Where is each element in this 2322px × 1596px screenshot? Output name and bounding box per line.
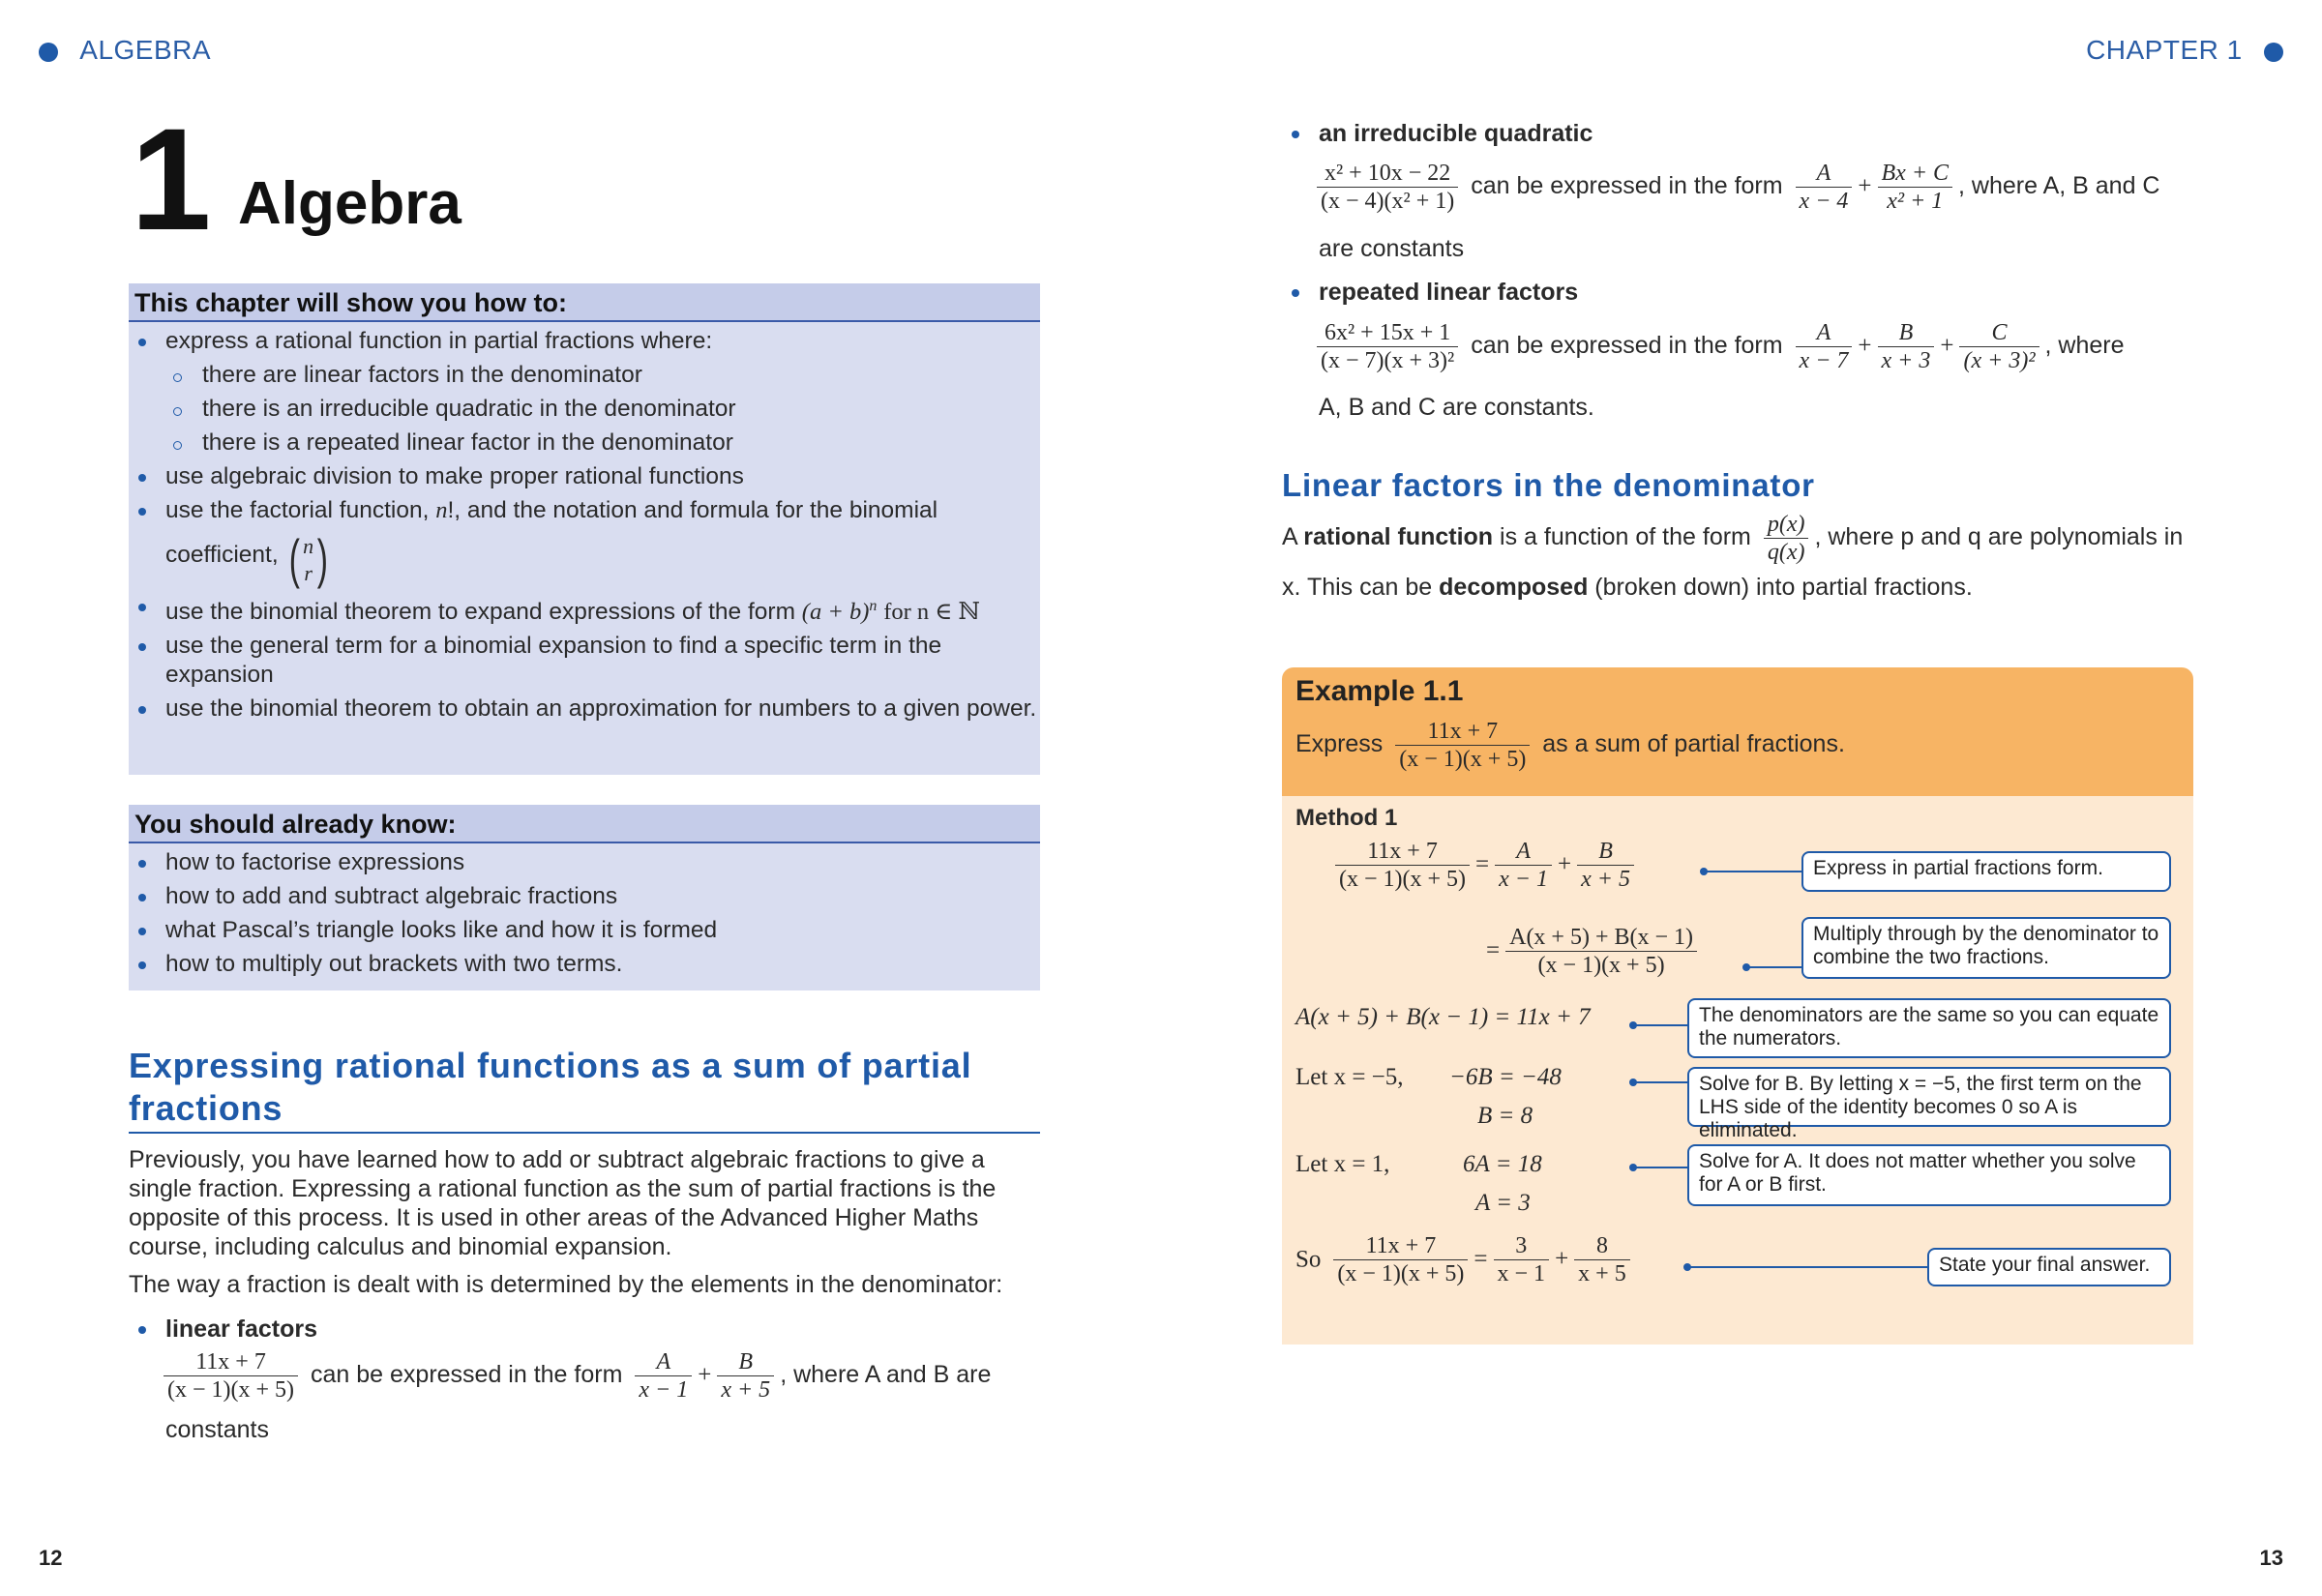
working-line: B = 8 (1477, 1103, 1533, 1129)
fraction: $\frac{C}{\text{(x + 3)²}}$ (1959, 319, 2039, 374)
objectives-heading: This chapter will show you how to: (129, 283, 1040, 322)
method-label: Method 1 (1295, 805, 1398, 831)
chapter-title: Algebra (238, 170, 461, 237)
fraction: $\frac{8}{x + 5}$ (1574, 1232, 1630, 1287)
page-number-right: 13 (2259, 1546, 2283, 1570)
fraction: $\frac{A}{x - 1}$ (635, 1348, 692, 1404)
fraction: $\frac{A}{x - 1}$ (1495, 838, 1552, 893)
chapter-number: 1 (131, 98, 212, 260)
fraction: $\frac{\text{x² + 10x − 22}}{\text{(x − 4)(x² + 1)}}$ (1317, 160, 1458, 215)
section-heading: Expressing rational functions as a sum of partial fractions (129, 1045, 1040, 1134)
working-line: $\frac{11x + 7}{(x - 1)(x + 5)}$ = $\frac{A}{x - 1}$ + $\frac{B}{x + 5}$ (1329, 838, 1640, 893)
fraction: $\frac{p(x)}{q(x)}$ (1764, 511, 1809, 566)
example-prompt: Express $\frac{11x + 7}{(x - 1)(x + 5)}$ as a sum of partial fractions. (1295, 719, 1845, 772)
section-heading: Linear factors in the denominator (1282, 467, 1815, 503)
quadratic-example: $\frac{\text{x² + 10x − 22}}{\text{(x − 4)(x² + 1)}}$ can be expressed in the form $\frac{A}{x - 4}$ + $\frac{Bx + C}{\text{x² + 1}}$ , where A, B and C (1311, 160, 2220, 215)
linear-factors-example: $\frac{11x + 7}{(x - 1)(x + 5)}$ can be expressed in the form $\frac{A}{x - 1}$ + $\frac{B}{x + 5}$ , where A and B are (158, 1348, 1048, 1404)
leader-line (1633, 1081, 1687, 1083)
list-item: linear factors (129, 1315, 1040, 1344)
list-item: how to multiply out brackets with two terms. (129, 950, 1040, 979)
fraction: $\frac{B}{x + 5}$ (1577, 838, 1634, 893)
callout-note: The denominators are the same so you can equate the numerators. (1687, 998, 2171, 1058)
list-item: express a rational function in partial fractions where: (129, 327, 1040, 356)
term-bold: rational function (1303, 523, 1494, 551)
repeated-factors-example: $\frac{\text{6x² + 15x + 1}}{\text{(x − 7)(x + 3)²}}$ can be expressed in the form $\frac{A}{x - 7}$ + $\frac{B}{x + 3}$ + $\frac{C}{\text{(x + 3)²}}$ , where (1311, 319, 2220, 374)
fraction: $\frac{\text{6x² + 15x + 1}}{\text{(x − 7)(x + 3)²}}$ (1317, 319, 1458, 374)
paren-right-icon: ) (316, 528, 329, 589)
binomial-coefficient: n r (303, 534, 314, 585)
fraction: $\frac{Bx + C}{\text{x² + 1}}$ (1878, 160, 1953, 215)
paragraph: A rational function is a function of the form $\frac{p(x)}{q(x)}$ , where p and q are polynomials in (1282, 512, 2184, 565)
list-item: there are linear factors in the denominator (129, 361, 1040, 390)
fraction: $\frac{11x + 7}{(x - 1)(x + 5)}$ (1333, 1232, 1468, 1287)
leader-line (1633, 1024, 1687, 1026)
page-number-left: 12 (39, 1546, 63, 1570)
list-item: use the general term for a binomial expansion to find a specific term in the expansion (129, 632, 1040, 690)
running-header-left: ALGEBRA (39, 35, 211, 66)
working-line: So $\frac{11x + 7}{(x - 1)(x + 5)}$ = $\frac{3}{x - 1}$ + $\frac{8}{x + 5}$ (1295, 1232, 1636, 1287)
paragraph: are constants (1319, 235, 1465, 262)
fraction: $\frac{11x + 7}{(x - 1)(x + 5)}$ (1335, 838, 1470, 893)
objectives-box (129, 283, 1040, 775)
working-line: −6B = −48 (1449, 1064, 1562, 1090)
bullet-dot-icon (39, 43, 58, 62)
fraction: $\frac{11x + 7}{(x - 1)(x + 5)}$ (164, 1348, 298, 1404)
list-item: use algebraic division to make proper rational functions (129, 462, 1040, 491)
leader-line (1704, 871, 1801, 872)
list-item: what Pascal’s triangle looks like and how it is formed (129, 916, 1040, 945)
list-item: use the factorial function, n!, and the notation and formula for the binomial coefficient, ( n r ) (129, 496, 1040, 587)
paragraph: A, B and C are constants. (1319, 394, 1594, 421)
fraction: $\frac{3}{x - 1}$ (1494, 1232, 1550, 1287)
paragraph: The way a fraction is dealt with is determined by the elements in the denominator: (129, 1271, 1003, 1298)
list-item: use the binomial theorem to expand expressions of the form $(a + b)^n$ for n ∈ ℕ (129, 592, 1040, 627)
leader-line (1746, 966, 1801, 968)
leader-line (1633, 1167, 1687, 1168)
list-item: how to add and subtract algebraic fractions (129, 882, 1040, 911)
paragraph: x. This can be decomposed (broken down) into partial fractions. (1282, 574, 1973, 601)
list-item: there is a repeated linear factor in the denominator (129, 429, 1040, 458)
prior-knowledge-heading: You should already know: (129, 805, 1040, 843)
callout-note: State your final answer. (1927, 1248, 2171, 1286)
list-item: repeated linear factors (1282, 278, 2211, 307)
callout-note: Solve for A. It does not matter whether you solve for A or B first. (1687, 1144, 2171, 1206)
leader-line (1687, 1266, 1927, 1268)
fraction: $\frac{A(x + 5) + B(x - 1)}{(x - 1)(x + 5)}$ (1505, 924, 1697, 979)
callout-note: Solve for B. By letting x = −5, the first term on the LHS side of the identity becomes 0 so A is eliminated. (1687, 1067, 2171, 1127)
list-item: use the binomial theorem to obtain an approximation for numbers to a given power. (129, 695, 1040, 724)
list-item: how to factorise expressions (129, 848, 1040, 877)
bullet-dot-icon (2264, 43, 2283, 62)
example-header (1282, 667, 2193, 796)
prior-knowledge-box (129, 805, 1040, 990)
working-line: A = 3 (1475, 1190, 1531, 1216)
paragraph: Previously, you have learned how to add or subtract algebraic fractions to give a single fraction. Expressing a rational function as the sum of partial fractions is the opposite of this process. It is used in other areas of the Advanced Higher Maths course, including calculus and binomial expansion. (129, 1146, 997, 1260)
working-line: Let x = 1, (1295, 1151, 1390, 1177)
working-line: A(x + 5) + B(x − 1) = 11x + 7 (1295, 1004, 1591, 1030)
paren-left-icon: ( (288, 528, 300, 589)
list-item: an irreducible quadratic (1282, 119, 2211, 148)
working-line: 6A = 18 (1463, 1151, 1542, 1177)
fraction: $\frac{B}{x + 3}$ (1878, 319, 1935, 374)
fraction: $\frac{11x + 7}{(x - 1)(x + 5)}$ (1395, 718, 1530, 773)
callout-note: Express in partial fractions form. (1801, 851, 2171, 892)
working-line: Let x = −5, (1295, 1064, 1404, 1090)
callout-note: Multiply through by the denominator to combine the two fractions. (1801, 917, 2171, 979)
fraction: $\frac{B}{x + 5}$ (717, 1348, 774, 1404)
running-header-right: CHAPTER 1 (2086, 35, 2283, 66)
paragraph: constants (165, 1416, 270, 1443)
term-bold: decomposed (1439, 574, 1589, 601)
example-title: Example 1.1 (1295, 675, 1464, 707)
working-line: = $\frac{A(x + 5) + B(x - 1)}{(x - 1)(x + 5)}$ (1486, 924, 1703, 979)
fraction: $\frac{A}{x - 7}$ (1796, 319, 1853, 374)
list-item: there is an irreducible quadratic in the denominator (129, 395, 1040, 424)
fraction: $\frac{A}{x - 4}$ (1796, 160, 1853, 215)
